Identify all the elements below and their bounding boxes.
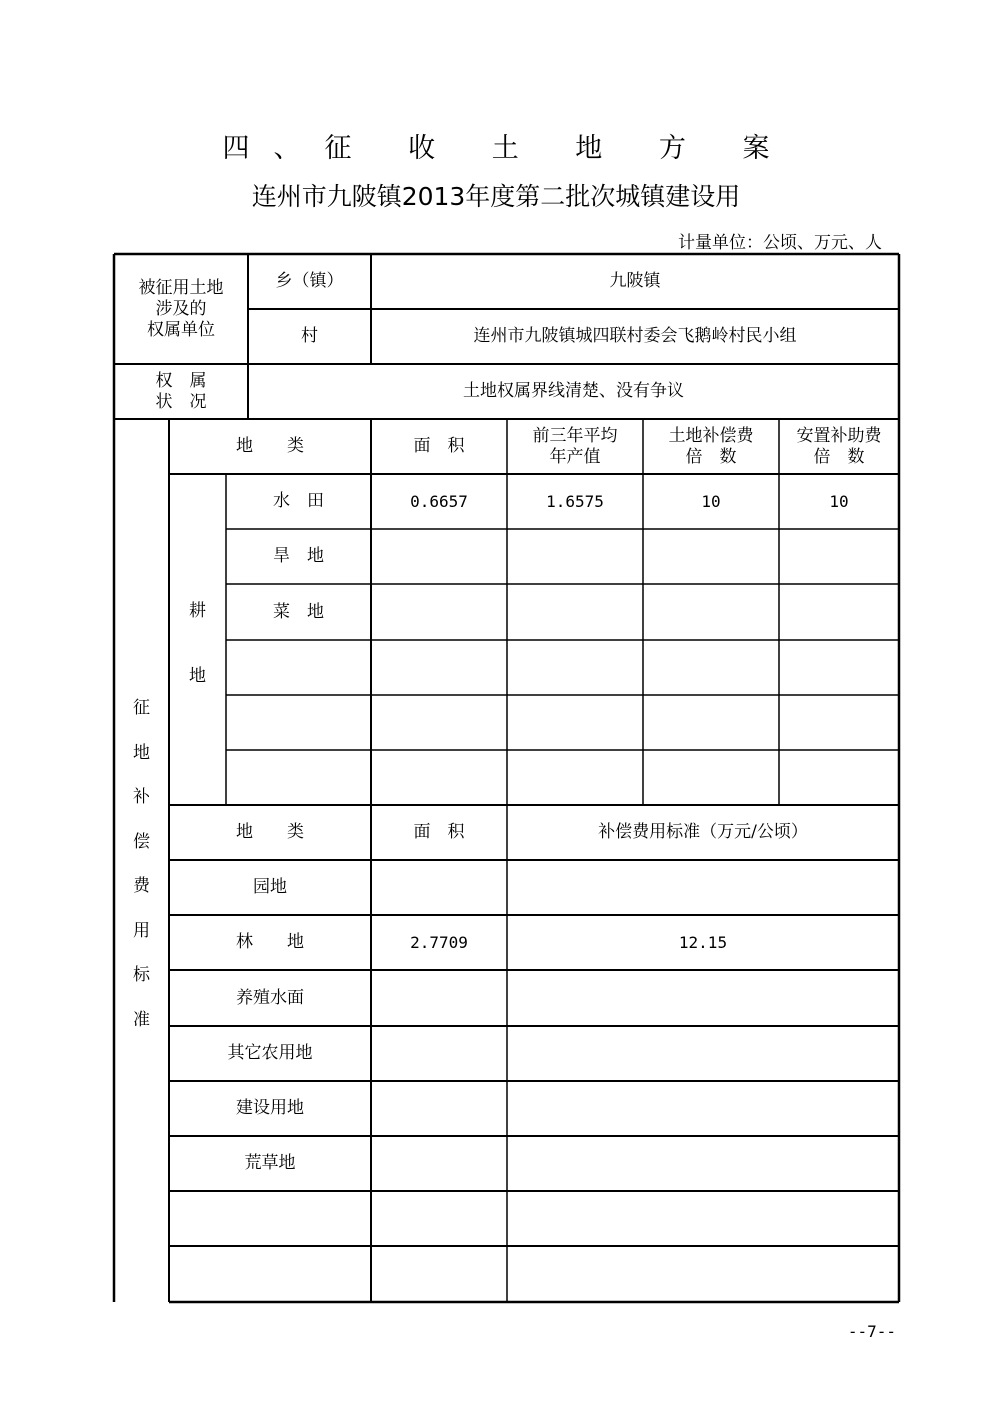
other-standard (507, 1191, 899, 1246)
cultivated-group-label-2: 地 (189, 665, 206, 686)
other-area (371, 1026, 507, 1081)
other-area (371, 860, 507, 915)
other-area: 2.7709 (410, 933, 468, 952)
township-value: 九陂镇 (609, 271, 661, 291)
cultivated-avg-output (507, 529, 643, 584)
cultivated-type (226, 750, 371, 805)
side-char: 补 (133, 787, 150, 807)
other-header-standard: 补偿费用标准（万元/公顷） (598, 822, 808, 842)
cultivated-header-resettle-multiple: 安置补助费 倍 数 (796, 425, 882, 467)
cultivated-avg-output (507, 750, 643, 805)
cultivated-avg-output (507, 584, 643, 640)
cultivated-resettle-multiple (779, 529, 899, 584)
other-area (371, 1081, 507, 1136)
cultivated-header-area: 面 积 (413, 436, 465, 456)
cultivated-area (371, 695, 507, 750)
cultivated-type: 菜 地 (273, 601, 324, 622)
cultivated-area (371, 584, 507, 640)
cultivated-avg-output: 1.6575 (546, 492, 604, 511)
page-number: --7-- (847, 1322, 896, 1341)
side-char: 准 (133, 1009, 150, 1030)
page-subtitle: 连州市九陂镇2013年度第二批次城镇建设用 (251, 182, 741, 211)
other-standard (507, 1081, 899, 1136)
cultivated-header-avg-output: 前三年平均 年产值 (532, 425, 618, 467)
side-char: 偿 (133, 831, 150, 852)
cultivated-area (371, 640, 507, 695)
cultivated-resettle-multiple (779, 584, 899, 640)
other-type: 林 地 (236, 932, 304, 952)
cultivated-area (371, 750, 507, 805)
other-standard (507, 970, 899, 1026)
other-area (371, 1191, 507, 1246)
cultivated-land-multiple (643, 750, 779, 805)
other-header-area: 面 积 (413, 822, 465, 842)
cultivated-type: 旱 地 (273, 546, 324, 566)
side-char: 费 (133, 876, 150, 896)
village-label: 村 (301, 326, 318, 346)
other-standard (507, 1026, 899, 1081)
other-standard (507, 860, 899, 915)
township-label: 乡（镇） (275, 271, 344, 291)
rights-status-value: 土地权属界线清楚、没有争议 (463, 381, 684, 401)
ownership-unit-label: 被征用土地 涉及的 权属单位 (138, 277, 224, 340)
other-area (371, 1136, 507, 1191)
unit-note: 计量单位：公顷、万元、人 (678, 233, 882, 253)
cultivated-resettle-multiple: 10 (829, 492, 849, 511)
side-char: 征 (133, 698, 150, 718)
other-standard: 12.15 (678, 933, 728, 952)
cultivated-resettle-multiple (779, 640, 899, 695)
side-char: 地 (133, 742, 150, 763)
other-standard (507, 1246, 899, 1302)
cultivated-land-multiple (643, 640, 779, 695)
village-value: 连州市九陂镇城四联村委会飞鹅岭村民小组 (473, 326, 797, 346)
other-type (169, 1191, 371, 1246)
cultivated-land-multiple (643, 529, 779, 584)
compensation-side-label (114, 686, 169, 1042)
cultivated-type (226, 695, 371, 750)
cultivated-type (226, 640, 371, 695)
other-header-land-type: 地 类 (236, 822, 304, 842)
cultivated-type: 水 田 (273, 491, 324, 511)
other-area (371, 1246, 507, 1302)
cultivated-header-land-type: 地 类 (236, 436, 304, 456)
other-type (169, 1246, 371, 1302)
cultivated-area: 0.6657 (410, 492, 468, 511)
cultivated-header-land-multiple: 土地补偿费 倍 数 (668, 425, 754, 467)
page-title: 四、征 收 土 地 方 案 (222, 133, 794, 164)
other-type: 建设用地 (236, 1098, 304, 1118)
cultivated-avg-output (507, 640, 643, 695)
cultivated-land-multiple: 10 (701, 492, 721, 511)
cultivated-resettle-multiple (779, 695, 899, 750)
side-char: 用 (133, 920, 150, 941)
other-area (371, 970, 507, 1026)
other-type: 养殖水面 (236, 987, 304, 1008)
cultivated-resettle-multiple (779, 750, 899, 805)
cultivated-land-multiple (643, 584, 779, 640)
side-char: 标 (133, 965, 150, 985)
cultivated-group-label-1: 耕 (189, 600, 206, 621)
other-standard (507, 1136, 899, 1191)
other-type: 园地 (253, 877, 287, 897)
rights-status-label: 权 属 状 况 (155, 370, 207, 412)
cultivated-land-multiple (643, 695, 779, 750)
cultivated-area (371, 529, 507, 584)
other-type: 荒草地 (244, 1153, 296, 1173)
cultivated-avg-output (507, 695, 643, 750)
other-type: 其它农用地 (227, 1043, 313, 1063)
